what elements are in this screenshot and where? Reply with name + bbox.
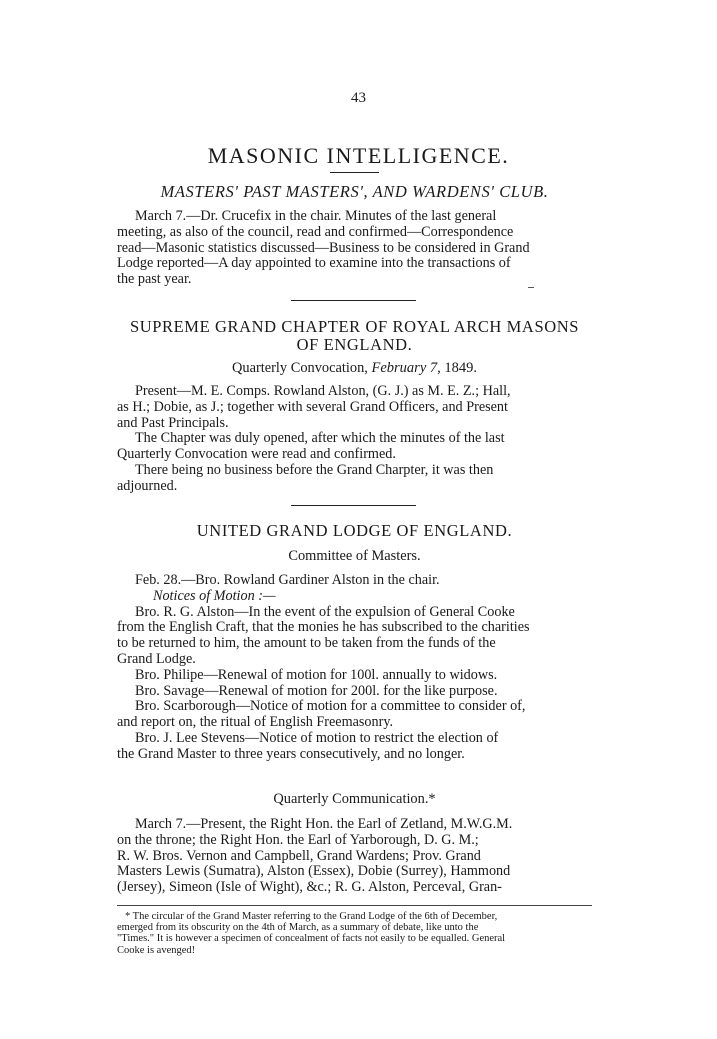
lodge-heading: UNITED GRAND LODGE OF ENGLAND. <box>196 521 513 540</box>
quarterly-line: March 7.—Present, the Right Hon. the Earl of Zetland, M.W.G.M. <box>135 816 513 832</box>
quarterly-heading: Quarterly Communication.* <box>273 791 436 807</box>
chapter-heading-sub: OF ENGLAND. <box>296 335 413 354</box>
section-rule <box>291 300 416 301</box>
club-line: meeting, as also of the council, read and confirmed—Correspondence <box>117 223 514 240</box>
page-title: MASONIC INTELLIGENCE. <box>207 143 510 168</box>
lodge-line: Notices of Motion :— <box>153 587 276 604</box>
lodge-line: Grand Lodge. <box>117 650 196 667</box>
quarterly-line: on the throne; the Right Hon. the Earl of Yarborough, D. G. M.; <box>117 831 479 848</box>
committee-heading: Committee of Masters. <box>288 548 421 564</box>
chapter-heading: SUPREME GRAND CHAPTER OF ROYAL ARCH MASONS <box>129 317 580 336</box>
lodge-line: Bro. J. Lee Stevens—Notice of motion to restrict the election of <box>135 729 499 746</box>
convocation-label: Quarterly Convocation, <box>231 360 368 376</box>
section-rule <box>291 505 416 506</box>
footnote-rule <box>117 905 592 906</box>
chapter-line: Quarterly Convocation were read and confirmed. <box>117 446 396 463</box>
convocation-year: 1849. <box>444 360 477 376</box>
chapter-line: as H.; Dobie, as J.; together with several Grand Officers, and Present <box>117 398 508 415</box>
footnote-line: * The circular of the Grand Master referring to the Grand Lodge of the 6th of December, <box>125 911 498 922</box>
lodge-paragraph <box>117 573 592 763</box>
quarterly-line: Masters Lewis (Sumatra), Alston (Essex), Dobie (Surrey), Hammond <box>117 863 511 880</box>
lodge-line: Bro. Scarborough—Notice of motion for a committee to consider of, <box>135 698 526 715</box>
lodge-line: from the English Craft, that the monies he has subscribed to the charities <box>117 619 530 636</box>
quarterly-line: R. W. Bros. Vernon and Campbell, Grand Wardens; Prov. Grand <box>117 847 481 864</box>
club-line: the past year. <box>117 271 192 288</box>
stray-mark <box>528 287 534 288</box>
chapter-line: There being no business before the Grand Charpter, it was then <box>135 461 494 478</box>
quarterly-line: (Jersey), Simeon (Isle of Wight), &c.; R. G. Alston, Perceval, Gran- <box>117 879 502 896</box>
lodge-line: Feb. 28.—Bro. Rowland Gardiner Alston in the chair. <box>135 572 440 588</box>
lodge-line: Bro. Savage—Renewal of motion for 200l. for the like purpose. <box>135 682 498 699</box>
chapter-line: The Chapter was duly opened, after which the minutes of the last <box>135 430 505 447</box>
quarterly-paragraph <box>117 817 592 896</box>
chapter-line: adjourned. <box>117 477 178 494</box>
chapter-paragraph <box>117 384 592 495</box>
club-line: read—Masonic statistics discussed—Business to be considered in Grand <box>117 239 530 256</box>
footnote-line: "Times." It is however a specimen of concealment of facts not easily to be equalled. General <box>117 933 506 945</box>
page-number: 43 <box>351 90 366 106</box>
footnote <box>117 911 592 956</box>
lodge-line: the Grand Master to three years consecutively, and no longer. <box>117 745 465 762</box>
chapter-subheading <box>117 360 592 377</box>
lodge-line: and report on, the ritual of English Freemasonry. <box>117 714 394 731</box>
lodge-line: Bro. Philipe—Renewal of motion for 100l. annually to widows. <box>135 666 498 683</box>
chapter-line: and Past Principals. <box>117 414 229 431</box>
convocation-date: February 7, <box>371 360 441 376</box>
club-paragraph <box>117 209 592 288</box>
title-rule <box>330 172 379 173</box>
footnote-line: emerged from its obscurity on the 4th of March, as a summary of debate, like unto the <box>117 922 479 934</box>
chapter-line: Present—M. E. Comps. Rowland Alston, (G. J.) as M. E. Z.; Hall, <box>135 383 511 399</box>
footnote-line: Cooke is avenged! <box>117 944 196 956</box>
club-line: March 7.—Dr. Crucefix in the chair. Minutes of the last general <box>135 208 497 224</box>
club-heading: MASTERS' PAST MASTERS', AND WARDENS' CLUB. <box>160 182 549 201</box>
lodge-line: to be returned to him, the amount to be taken from the funds of the <box>117 635 496 652</box>
club-line: Lodge reported—A day appointed to examine into the transactions of <box>117 255 511 272</box>
lodge-line: Bro. R. G. Alston—In the event of the expulsion of General Cooke <box>135 603 515 620</box>
